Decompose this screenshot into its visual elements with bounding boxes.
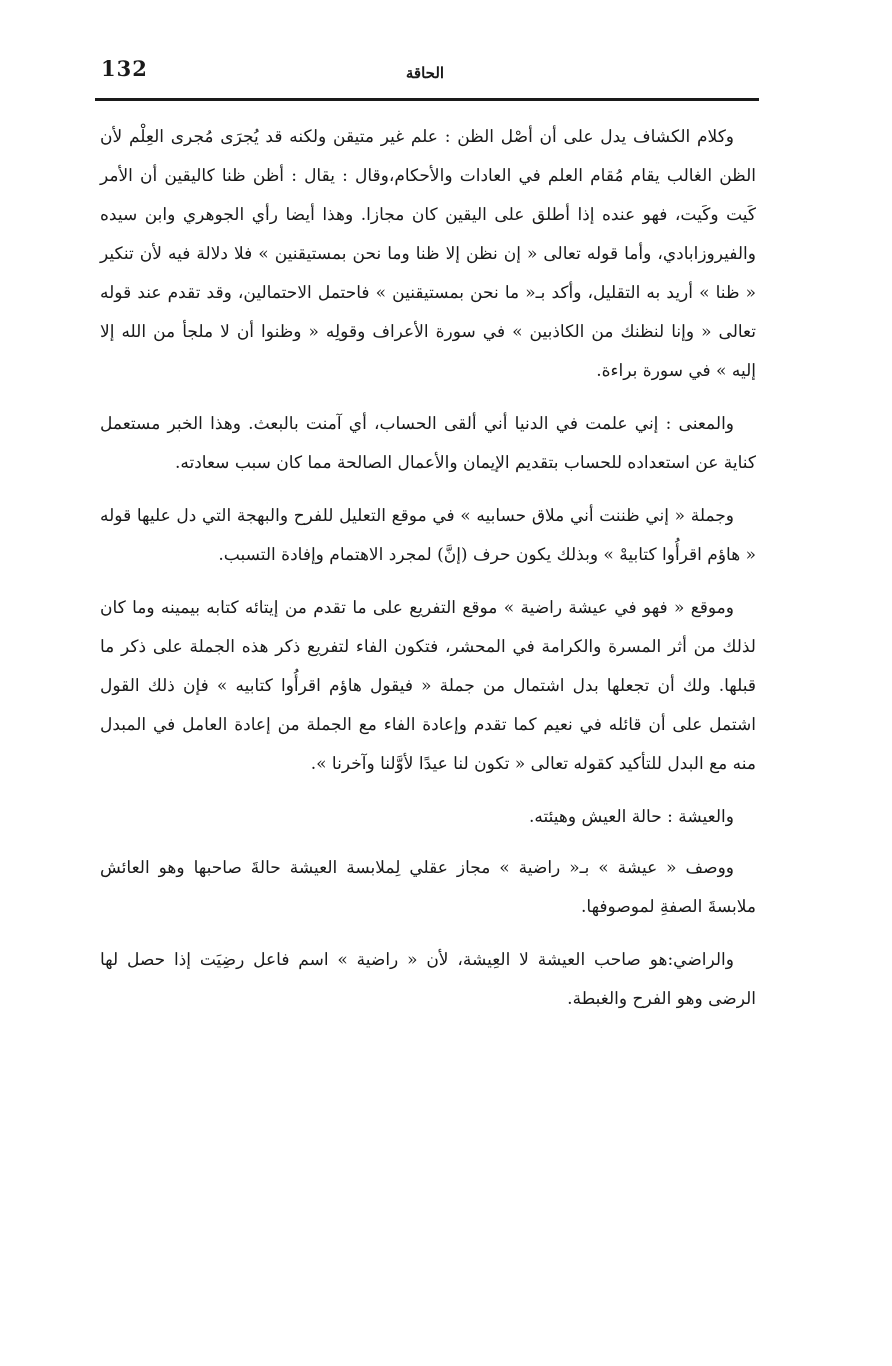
paragraph: وجملة « إني ظننت أني ملاق حسابيه » في موقع التعليل للفرح والبهجة التي دل عليها قوله « هاؤم اقرأُوا كتابيهْ » وبذلك يكون حرف (إنَّ) لمجرد الاهتمام وإفادة التسبب. xyxy=(100,506,756,565)
running-title: الحاقة xyxy=(405,64,445,82)
paragraph: وموقع « فهو في عيشة راضية » موقع التفريع على ما تقدم من إيتائه كتابه بيمينه وما كان لذلك من أثر المسرة والكرامة في المحشر، فتكون الفاء لتفريع ذكر هذه الجملة على ذكر ما قبلها. ولك أن تجعلها بدل اشتمال من جملة « فيقول هاؤم اقرأُوا كتابيه » فإن ذلك القول اشتمل على أن قائله في نعيم كما تقدم وإعادة الفاء مع الجملة من إعادة العامل في المبدل منه مع البدل للتأكيد كقوله تعالى « تكون لنا عيدًا لأوَّلنا وآخرنا ». xyxy=(100,598,756,774)
header-rule xyxy=(95,98,759,101)
paragraph: والمعنى : إني علمت في الدنيا أني ألقى الحساب، أي آمنت بالبعث. وهذا الخبر مستعمل كناية عن استعداده للحساب بتقديم الإيمان والأعمال الصالحة مما كان سبب سعادته. xyxy=(100,414,756,473)
paragraph: والعيشة : حالة العيش وهيئته. xyxy=(528,807,734,827)
page-header xyxy=(95,56,757,94)
paragraph: وكلام الكشاف يدل على أن أصْل الظن : علم غير متيقن ولكنه قد يُجرَى مُجرى العِلْم لأن الظن الغالب يقام مُقام العلم في العادات والأحكام،وقال : يقال : أظن ظنا كاليقين أن الأمر كَيت وكَيت، فهو عنده إذا أطلق على اليقين كان مجازا. وهذا أيضا رأي الجوهري وابن سيده والفيروزابادي، وأما قوله تعالى « إن نظن إلا ظنا وما نحن بمستيقنين » فلا دلالة فيه لأن تنكير « ظنا » أريد به التقليل، وأكد بـ« ما نحن بمستيقنين » فاحتمل الاحتمالين، وقد تقدم عند قوله تعالى « وإنا لنظنك من الكاذبين » في سورة الأعراف وقولِه « وظنوا أن لا ملجأ من الله إلا إليه » في سورة براءة. xyxy=(100,127,756,381)
paragraph: والراضي:هو صاحب العيشة لا العِيشة، لأن « راضية » اسم فاعل رضِيَت إذا حصل لها الرضى وهو الفرح والغبطة. xyxy=(100,950,756,1009)
page-number: 132 xyxy=(101,56,148,81)
paragraph: ووصف « عيشة » بـ« راضية » مجاز عقلي لِملابسة العيشة حالةَ صاحبها وهو العائش ملابسةَ الصفةِ لموصوفها. xyxy=(100,858,756,917)
body-text xyxy=(100,118,756,1033)
